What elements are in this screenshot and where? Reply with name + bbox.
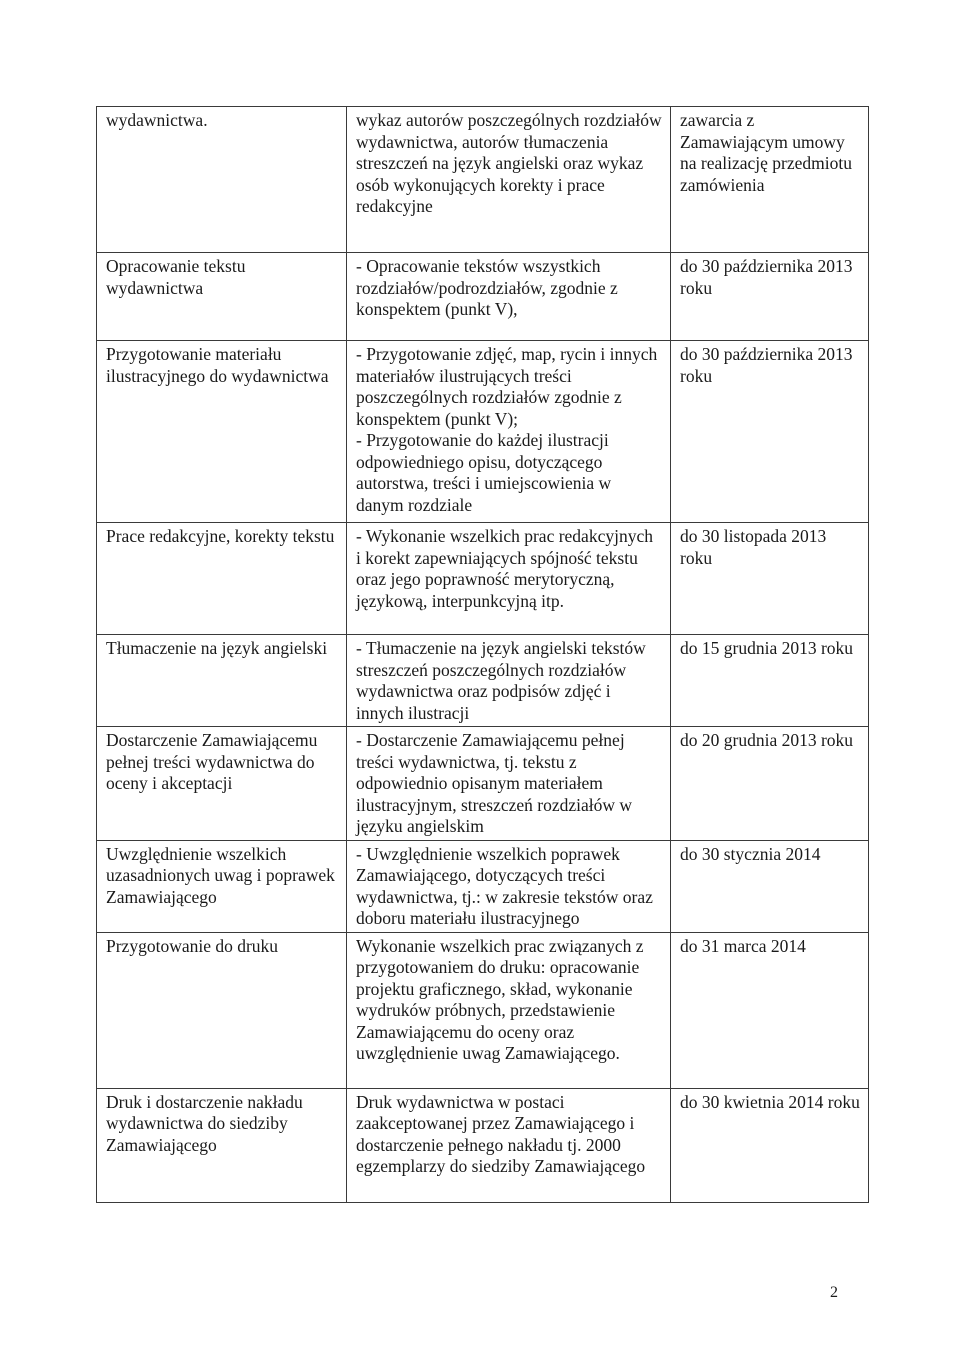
task-text: Uwzględnienie wszelkich uzasadnionych uwag i poprawek Zamawiającego — [106, 843, 335, 907]
table-row — [97, 523, 869, 635]
task-cell — [97, 341, 347, 523]
description-text: - Uwzględnienie wszelkich poprawek Zamawiającego, dotyczących treści wydawnictwa, tj.: w zakresie tekstów oraz doboru materiału ilustracyjnego — [356, 843, 653, 928]
task-cell — [97, 253, 347, 341]
description-cell — [347, 523, 671, 635]
task-cell — [97, 523, 347, 635]
task-text: wydawnictwa. — [106, 110, 208, 130]
task-text: Dostarczenie Zamawiającemu pełnej treści wydawnictwa do oceny i akceptacji — [106, 730, 318, 793]
description-text: - Przygotowanie zdjęć, map, rycin i innych materiałów ilustrujących treści poszczególnych rozdziałów zgodnie z konspektem (punkt V); - Przygotowanie do każdej ilustracji odpowiedniego opisu, dotyczącego autorstwa, treści i umiejscowienia w danym rozdziale — [356, 344, 658, 515]
task-cell — [97, 107, 347, 253]
description-cell — [347, 253, 671, 341]
table-row — [97, 341, 869, 523]
task-cell — [97, 932, 347, 1088]
deadline-text: do 20 grudnia 2013 roku — [680, 730, 854, 750]
task-cell — [97, 1088, 347, 1202]
description-cell — [347, 635, 671, 727]
page-number: 2 — [830, 1284, 838, 1301]
table-row — [97, 932, 869, 1088]
description-text: - Opracowanie tekstów wszystkich rozdziałów/podrozdziałów, zgodnie z konspektem (punkt V), — [356, 256, 618, 319]
table-row — [97, 107, 869, 253]
table-row — [97, 727, 869, 841]
description-text: wykaz autorów poszczególnych rozdziałów wydawnictwa, autorów tłumaczenia streszczeń na język angielski oraz wykaz osób wykonujących korekty i prace redakcyjne — [356, 110, 662, 216]
description-cell — [347, 107, 671, 253]
task-text: Opracowanie tekstu wydawnictwa — [106, 256, 246, 298]
deadline-text: do 31 marca 2014 — [680, 935, 806, 956]
description-cell — [347, 727, 671, 841]
description-cell — [347, 840, 671, 932]
description-text: - Dostarczenie Zamawiającemu pełnej treści wydawnictwa, tj. tekstu z odpowiednio opisanym materiałem ilustracyjnym, streszczeń rozdziałów w języku angielskim — [356, 730, 633, 836]
task-cell — [97, 840, 347, 932]
table-row — [97, 253, 869, 341]
deadline-cell — [671, 341, 869, 523]
description-text: - Tłumaczenie na język angielski tekstów streszczeń poszczególnych rozdziałów wydawnictwa oraz podpisów zdjęć i innych ilustracji — [356, 638, 646, 723]
task-text: Prace redakcyjne, korekty tekstu — [106, 526, 335, 546]
description-text: - Wykonanie wszelkich prac redakcyjnych i korekt zapewniających spójność tekstu oraz jego poprawność merytoryczną, językową, interpunkcyjną itp. — [356, 526, 653, 611]
deadline-cell — [671, 253, 869, 341]
task-cell — [97, 635, 347, 727]
task-text: Przygotowanie materiału ilustracyjnego do wydawnictwa — [106, 344, 329, 386]
deadline-cell — [671, 932, 869, 1088]
deadline-text: do 30 stycznia 2014 — [680, 843, 821, 864]
description-cell — [347, 341, 671, 523]
deadline-text: do 15 grudnia 2013 roku — [680, 638, 854, 658]
deadline-text: zawarcia z Zamawiającym umowy na realizację przedmiotu zamówienia — [680, 110, 852, 195]
deadline-text: do 30 października 2013 roku — [680, 344, 853, 386]
schedule-table — [96, 106, 869, 1203]
deadline-cell — [671, 840, 869, 932]
task-text: Tłumaczenie na język angielski — [106, 638, 328, 658]
deadline-cell — [671, 523, 869, 635]
table-row — [97, 840, 869, 932]
task-text: Przygotowanie do druku — [106, 935, 279, 956]
deadline-cell — [671, 635, 869, 727]
schedule-table-body — [97, 107, 869, 1203]
task-text: Druk i dostarczenie nakładu wydawnictwa do siedziby Zamawiającego — [106, 1091, 303, 1155]
deadline-text: do 30 listopada 2013 roku — [680, 526, 827, 568]
deadline-cell — [671, 1088, 869, 1202]
description-cell — [347, 932, 671, 1088]
deadline-cell — [671, 727, 869, 841]
description-cell — [347, 1088, 671, 1202]
description-text: Wykonanie wszelkich prac związanych z przygotowaniem do druku: opracowanie projektu graficznego, skład, wykonanie wydruków próbnych, przedstawienie Zamawiającemu do oceny oraz uwzględnienie uwag Zamawiającego. — [356, 935, 644, 1063]
description-text: Druk wydawnictwa w postaci zaakceptowanej przez Zamawiającego i dostarczenie pełnego nakładu tj. 2000 egzemplarzy do siedziby Zamawiającego — [356, 1091, 646, 1176]
deadline-text: do 30 października 2013 roku — [680, 256, 853, 298]
table-row — [97, 635, 869, 727]
deadline-text: do 30 kwietnia 2014 roku — [680, 1091, 860, 1112]
deadline-cell — [671, 107, 869, 253]
task-cell — [97, 727, 347, 841]
table-row — [97, 1088, 869, 1202]
